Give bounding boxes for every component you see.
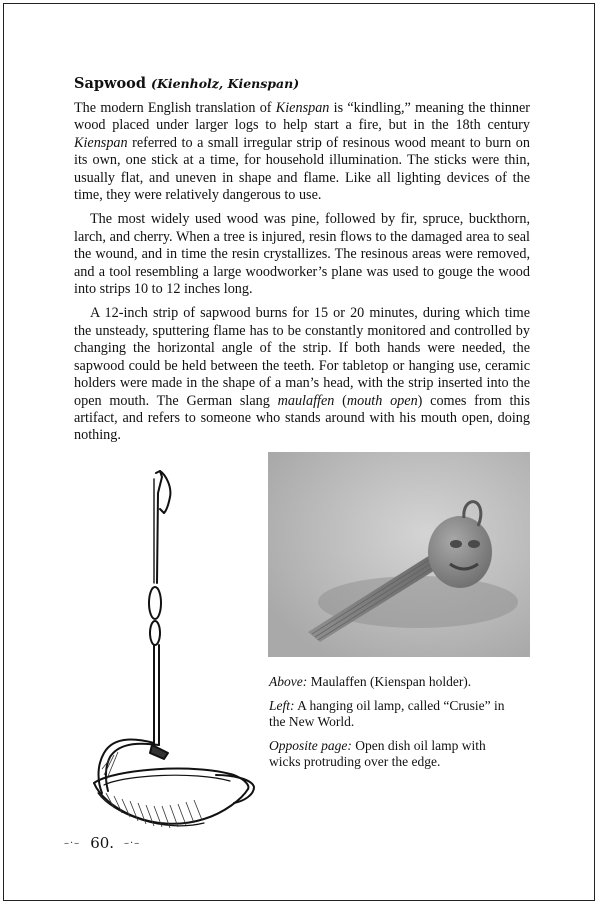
section-title: Sapwood [74,75,146,92]
paragraph-2 [74,211,530,298]
text-run: Kienspan [275,100,330,116]
text-run: The modern English translation of [74,100,276,116]
text-run: referred to a small irregular strip of resinous wood meant to burn on its own, one stick at a time, for household illumination. The sticks were thin, usually flat, and uneven in shape and flame. Like all lighting devices of the time, they were relatively dangerous to use. [74,134,530,204]
figure-captions [269,674,509,778]
paragraph-1 [74,100,530,204]
text-run: ( [334,392,347,409]
maulaffen-photo [268,452,530,657]
caption-above: Above: Maulaffen (Kienspan holder). [269,674,472,689]
text-run: is “kindling,” meaning the thinner wood placed under larger logs to help start a fire, but in the 18th century [74,100,530,134]
section-heading [74,74,530,94]
folio-ornament-right: –·– [124,837,141,849]
page-number: 60. [90,834,115,852]
text-run: mouth open [346,392,418,409]
crusie-lamp-drawing [84,463,262,853]
section-subtitle: (Kienholz, Kienspan) [151,76,300,91]
text-run: maulaffen [277,392,335,409]
caption-left: Left: A hanging oil lamp, called “Crusie” in the New World. [269,697,505,729]
text-run: ) comes from this artifact, and refers to someone who stands around with his mouth open, doing nothing. [74,392,530,444]
text-run: A 12-inch strip of sapwood burns for 15 or 20 minutes, during which time the unsteady, sputtering flame has to be constantly monitored and controlled by changing the horizontal angle of the strip. If both hands were needed, the sapwood could be held between the teeth. For tabletop or hanging use, ceramic holders were made in the shape of a man’s head, with the strip inserted into the open mouth. The German slang [74,305,530,409]
text-run: Kienspan [74,134,128,151]
page-folio [64,834,140,852]
folio-ornament-left: –·– [64,837,81,849]
text-column [74,74,530,452]
caption-opposite-page: Opposite page: Open dish oil lamp with wicks protruding over the edge. [269,737,486,769]
text-run: The most widely used wood was pine, followed by fir, spruce, buckthorn, larch, and cherry. When a tree is injured, resin flows to the damaged area to seal the wound, and in time the resin crystallizes. The resinous areas were removed, and a tool resembling a large woodworker’s plane was used to gouge the wood into strips 10 to 12 inches long. [74,211,530,298]
paragraph-3 [74,305,530,444]
